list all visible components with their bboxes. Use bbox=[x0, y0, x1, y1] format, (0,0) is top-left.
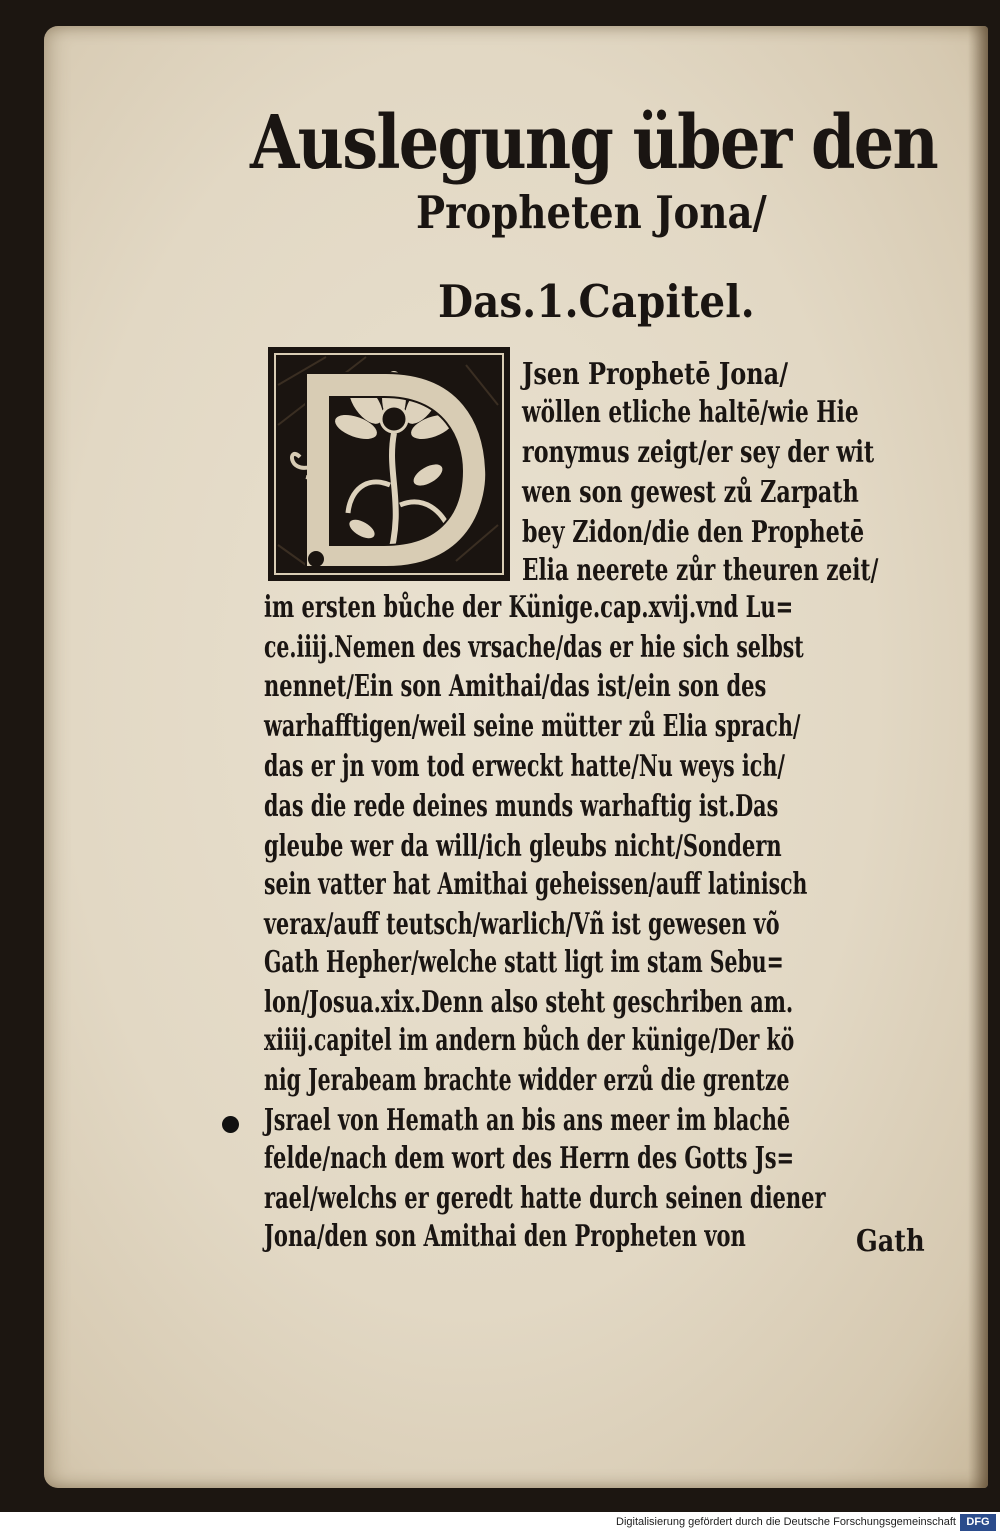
text-line: Jsrael von Hemath an bis ans meer im blachē bbox=[264, 1103, 791, 1138]
text-line: Jona/den son Amithai den Propheten von bbox=[264, 1219, 746, 1254]
footer-credit: Digitalisierung gefördert durch die Deutsche Forschungsgemeinschaft bbox=[616, 1516, 956, 1528]
text-line: sein vatter hat Amithai geheissen/auff latinisch bbox=[264, 867, 808, 902]
decorated-initial bbox=[266, 345, 512, 583]
page-subtitle: Propheten Jona/ bbox=[416, 186, 767, 239]
text-line: felde/nach dem wort des Herrn des Gotts Js= bbox=[264, 1141, 795, 1176]
chapter-heading: Das.1.Capitel. bbox=[438, 275, 755, 328]
text-line: Jsen Prophetē Jona/ bbox=[522, 357, 788, 392]
text-line: verax/auff teutsch/warlich/Vñ ist gewesen võ bbox=[264, 907, 780, 942]
text-line: bey Zidon/die den Prophetē bbox=[522, 515, 865, 550]
dfg-logo: DFG bbox=[960, 1514, 996, 1531]
text-line: wöllen etliche haltē/wie Hie bbox=[522, 395, 859, 430]
text-line: ce.iiij.Nemen des vrsache/das er hie sich selbst bbox=[264, 630, 804, 665]
text-line: wen son gewest zů Zarpath bbox=[522, 475, 859, 510]
text-line: gleube wer da will/ich gleubs nicht/Sondern bbox=[264, 829, 782, 864]
margin-bullet-mark bbox=[222, 1116, 239, 1133]
catchword: Gath bbox=[856, 1224, 925, 1259]
page-gutter-shadow bbox=[968, 26, 988, 1488]
text-line: Elia neerete zůr theuren zeit/ bbox=[522, 553, 879, 588]
text-line: nig Jerabeam brachte widder erzů die grentze bbox=[264, 1063, 790, 1098]
text-line: lon/Josua.xix.Denn also steht geschriben am. bbox=[264, 985, 794, 1020]
text-line: ronymus zeigt/er sey der wit bbox=[522, 435, 875, 470]
text-line: Gath Hepher/welche statt ligt im stam Sebu= bbox=[264, 945, 784, 980]
page-title: Auslegung über den bbox=[250, 100, 938, 186]
text-line: xiiij.capitel im andern bůch der künige/Der kö bbox=[264, 1023, 795, 1058]
text-line: das die rede deines munds warhaftig ist.Das bbox=[264, 789, 779, 824]
text-line: nennet/Ein son Amithai/das ist/ein son des bbox=[264, 669, 767, 704]
text-line: rael/welchs er geredt hatte durch seinen diener bbox=[264, 1181, 826, 1216]
decorated-initial-woodcut bbox=[266, 345, 512, 583]
text-line: im ersten bůche der Künige.cap.xvij.vnd Lu= bbox=[264, 590, 794, 625]
text-line: warhafftigen/weil seine mütter zů Elia sprach/ bbox=[264, 709, 801, 744]
text-line: das er jn vom tod erweckt hatte/Nu weys ich/ bbox=[264, 749, 786, 784]
